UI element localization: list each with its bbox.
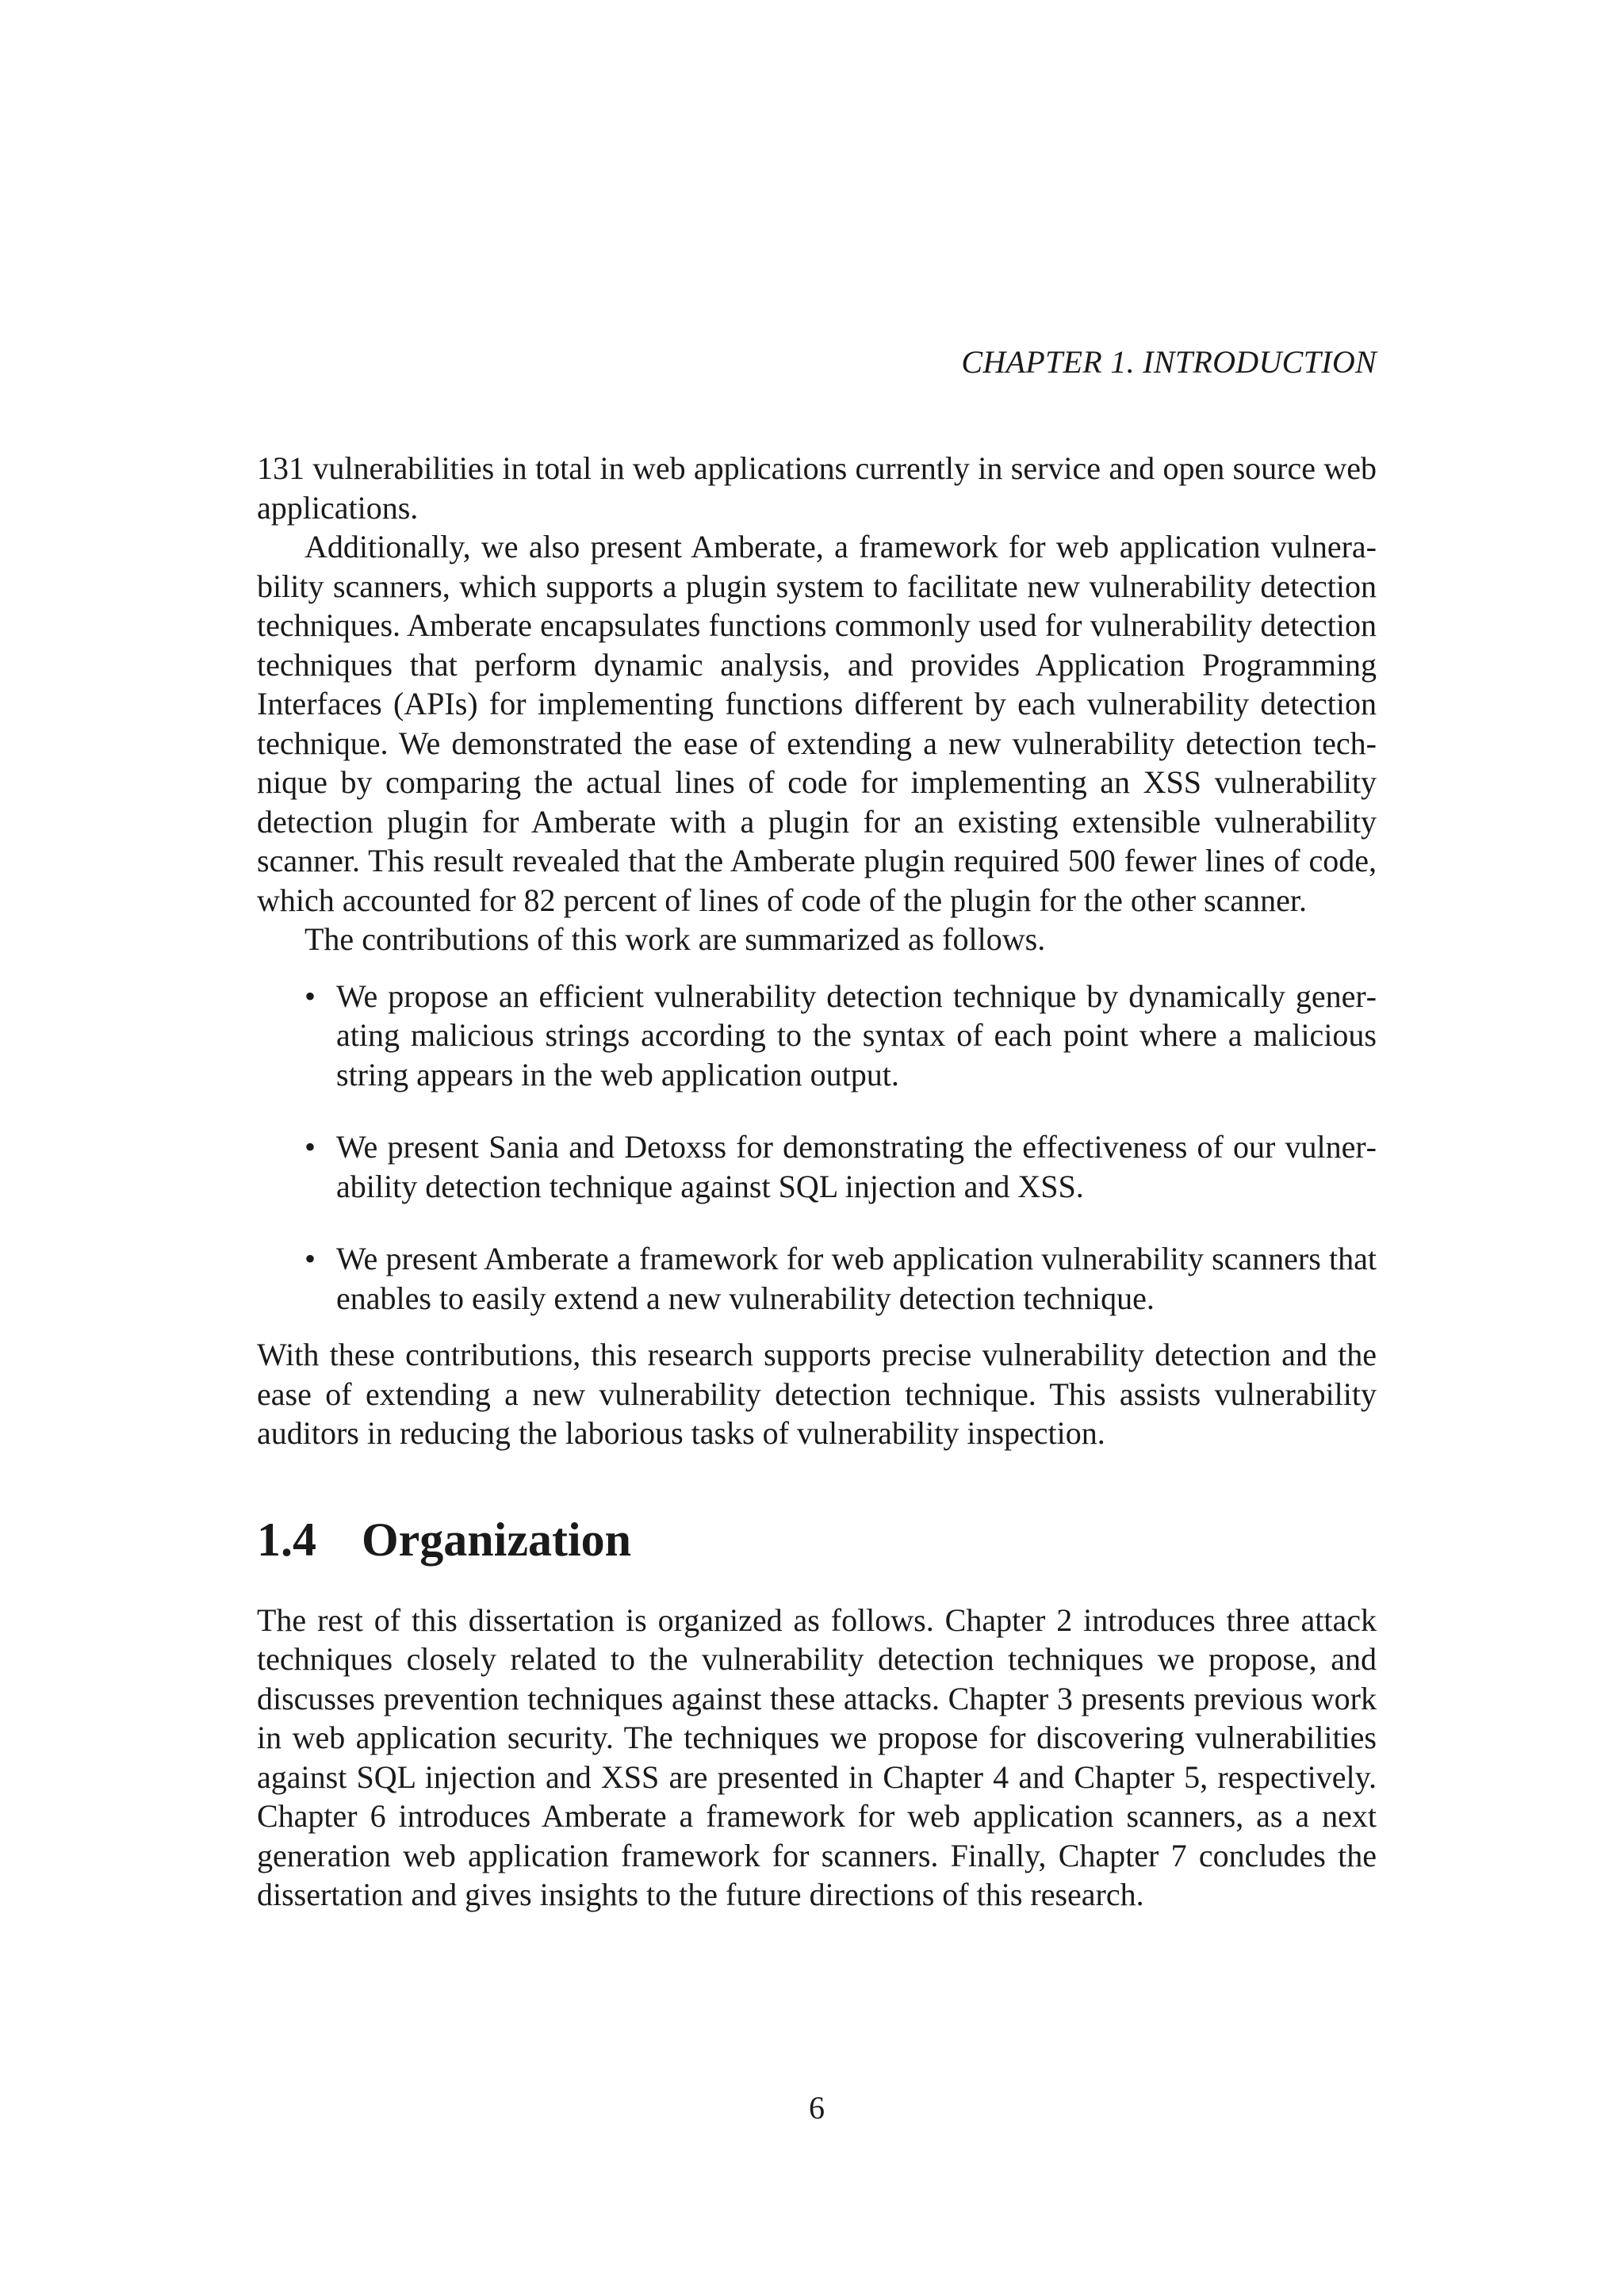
list-item	[304, 977, 1377, 1095]
bullet-icon: •	[304, 978, 316, 1014]
page-number: 6	[809, 2090, 825, 2126]
bullet-icon: •	[304, 1241, 316, 1276]
list-item-text: We present Sania and Detoxss for demonstrating the effectiveness of our vulnerability detection technique against SQL injection and XSS.	[336, 1129, 1377, 1204]
paragraph-closing: With these contributions, this research supports precise vulnerability detection and the ease of extending a new vulnerability detection technique. This assists vulnerability auditors in reducing the laborious tasks of vulnerability inspection.	[257, 1337, 1377, 1451]
list-item-text: We propose an efficient vulnerability detection technique by dynamically generating malicious strings according to the syntax of each point where a malicious string appears in the web application output.	[336, 978, 1377, 1093]
paragraph-contributions-intro: The contributions of this work are summarized as follows.	[304, 921, 1046, 957]
section-number: 1.4	[257, 1513, 316, 1566]
bullet-icon: •	[304, 1129, 316, 1165]
running-head: CHAPTER 1. INTRODUCTION	[961, 344, 1377, 380]
list-item-text: We present Amberate a framework for web application vulnerability scanners that enables to easily extend a new vulnerability detection technique.	[336, 1241, 1377, 1316]
main-text	[257, 449, 1377, 1915]
list-item	[304, 1239, 1377, 1318]
contributions-list	[257, 977, 1377, 1318]
paragraph-amberate: Additionally, we also present Amberate, a framework for web application vulnerability scanners, which supports a plugin system to facilitate new vulnerability detection techniques. Amberate encapsulates functions commonly used for vulnerability detection techniques that perform dynamic analysis, and provides Application Programming Interfaces (APIs) for implementing functions different by each vulnerability detection technique. We demonstrated the ease of extending a new vulnerability detection technique by comparing the actual lines of code for implementing an XSS vulnerability detection plugin for Amberate with a plugin for an existing extensible vulnerability scanner. This result revealed that the Amberate plugin required 500 fewer lines of code, which accounted for 82 percent of lines of code of the plugin for the other scanner.	[257, 529, 1377, 918]
list-item	[304, 1127, 1377, 1206]
paragraph-organization: The rest of this dissertation is organized as follows. Chapter 2 introduces three attack techniques closely related to the vulnerability detection techniques we propose, and discusses prevention techniques against these attacks. Chapter 3 presents previous work in web application security. The techniques we propose for discovering vulnerabilities against SQL injection and XSS are presented in Chapter 4 and Chapter 5, respectively. Chapter 6 introduces Amberate a framework for web application scanners, as a next generation web application framework for scanners. Finally, Chapter 7 concludes the dissertation and gives insights to the future directions of this research.	[257, 1601, 1377, 1912]
paragraph-continuation: 131 vulnerabilities in total in web applications currently in service and open source web applications.	[257, 450, 1377, 526]
section-heading	[257, 1512, 1377, 1567]
section-title: Organization	[362, 1513, 631, 1566]
